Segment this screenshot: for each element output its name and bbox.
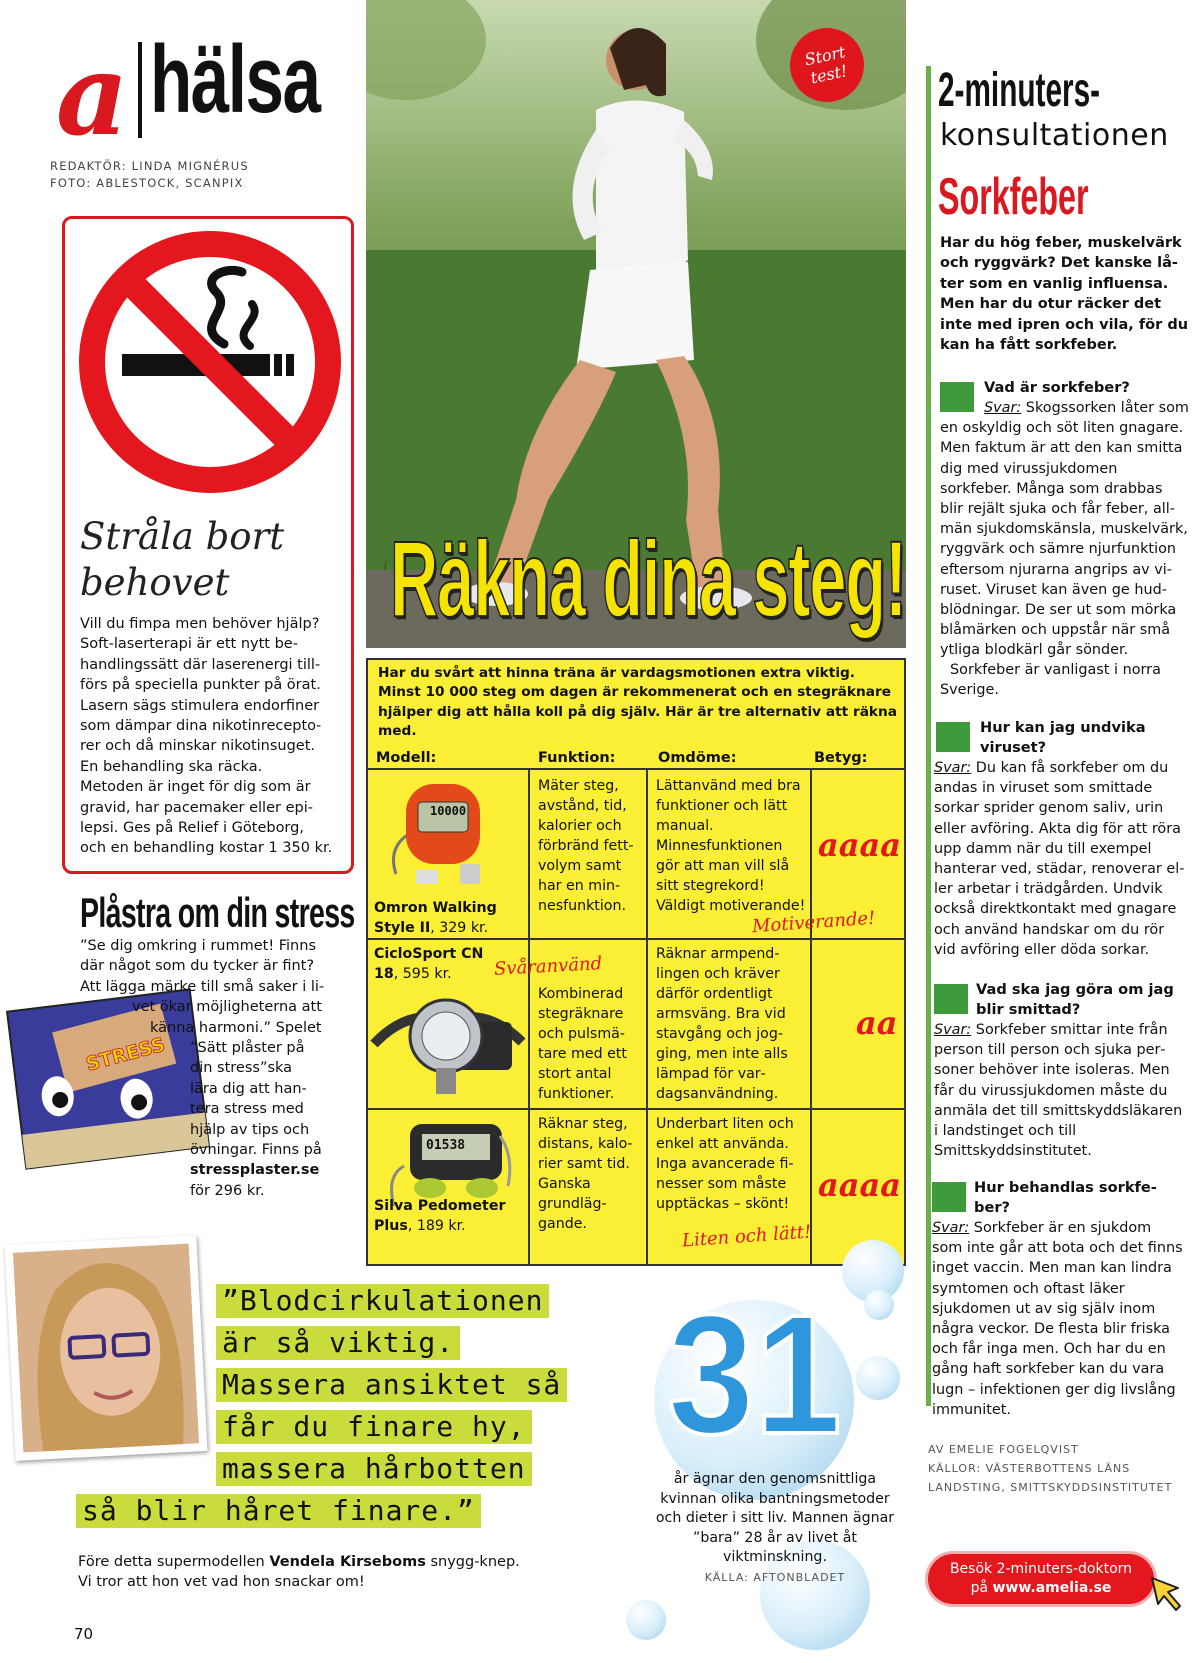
stress-line: där något som du tycker är fint? xyxy=(80,958,315,975)
quote-line: är så viktig. xyxy=(216,1326,460,1360)
col-header-review: Omdöme: xyxy=(658,750,737,766)
stress-line: lära dig att han- xyxy=(190,1080,307,1097)
smoking-headline-line-2: behovet xyxy=(80,561,230,604)
quote-line: Massera ansiktet så xyxy=(216,1368,567,1402)
row-divider xyxy=(366,938,906,940)
photo-credit: FOTO: ABLESTOCK, SCANPIX xyxy=(50,176,244,190)
function-silva: Räknar steg, distans, kalorier samt tid. Ganska grundläggande. xyxy=(538,1116,633,1232)
editor-credit: REDAKTÖR: LINDA MIGNÉRUS xyxy=(50,159,249,173)
smoking-headline xyxy=(80,514,284,606)
note-silva: Liten och lätt! xyxy=(681,1221,812,1252)
caption-line-2: Vi tror att hon vet vad hon snackar om! xyxy=(78,1574,365,1591)
stress-line: tera stress med xyxy=(190,1101,304,1118)
col-header-model: Modell: xyxy=(376,750,437,766)
function-omron: Mäter steg, avstånd, tid, kalorier och förbränd fettvolym samt har en minnesfunktion. xyxy=(538,778,634,914)
omron-pedometer-image xyxy=(376,774,496,894)
quote-line: massera hårbotten xyxy=(216,1452,532,1486)
no-smoking-icon xyxy=(74,226,346,498)
answer-label: Svar: xyxy=(932,1220,970,1236)
stat-description: år ägnar den genomsnittliga kvinnan olika bantningsmetoder och dieter i sitt liv. Mannen ägnar ”bara” 28 år av livet åt viktminskning. xyxy=(655,1471,895,1566)
body-line: förs på speciella punkter på örat. xyxy=(80,677,321,694)
answer-text: Du kan få sorkfeber om du andas in viruset som smittade sorkar sprider genom saliv, urin eller avföring. Akta dig för att röra upp damm när du till exempel hanterar ved, städar, renoverar eller arbetar i trädgården. Undvik också direktkontakt med gnagare och använd handskar om du rör vid avföring eller döda sorkar. xyxy=(934,760,1185,958)
credits xyxy=(50,158,249,192)
byline-sources-2: LANDSTING, SMITTSKYDDSINSTITUTET xyxy=(928,1481,1173,1494)
body-line: Vill du fimpa men behöver hjälp? xyxy=(80,616,320,632)
stat-number: 31 xyxy=(667,1280,842,1470)
stress-line: känna harmoni.” Spelet xyxy=(150,1019,322,1036)
quote-line: får du finare hy, xyxy=(216,1410,532,1444)
byline xyxy=(928,1440,1172,1497)
small-bubble xyxy=(856,1356,900,1400)
question-2: Hur kan jag undvika viruset? xyxy=(980,719,1146,756)
link-url[interactable]: www.amelia.se xyxy=(992,1580,1112,1596)
stress-headline: Plåstra om din stress xyxy=(80,889,355,936)
caption-prefix: Före detta supermodellen xyxy=(78,1554,270,1570)
small-bubble xyxy=(864,1290,894,1320)
consult-title-2: konsultationen xyxy=(940,118,1169,153)
question-marker xyxy=(934,984,968,1014)
stress-body-bottom xyxy=(190,1038,350,1201)
table-intro: Har du svårt att hinna träna är vardagsmotionen extra viktig. Minst 10 000 steg om dagen är rekommenerat och en stegräknare hjälper dig att hålla koll på dig själv. Här är tre alternativ att räkna med. xyxy=(378,665,898,740)
stress-box-label: STRESS xyxy=(83,1033,168,1076)
review-silva: Underbart liten och enkel att använda. Inga avancerade finesser som måste upptäckas – skönt! xyxy=(656,1116,794,1212)
stress-line: vet ökar möjligheterna att xyxy=(132,999,322,1016)
amelia-link-badge[interactable] xyxy=(928,1554,1154,1604)
link-prefix: på xyxy=(970,1580,993,1596)
answer-1-b: Sorkfeber är vanligast i norra Sverige. xyxy=(940,662,1161,699)
col-divider xyxy=(528,768,530,1266)
ciclosport-watch-image xyxy=(368,980,528,1098)
answer-2 xyxy=(934,758,1186,960)
caption-name: Vendela Kirseboms xyxy=(269,1554,426,1570)
logo-divider xyxy=(138,42,142,138)
answer-1 xyxy=(940,398,1190,661)
body-line: lepsi. Ges på Relief i Göteborg, xyxy=(80,820,304,837)
consult-title-1: 2-minuters- xyxy=(938,64,1101,117)
model-price: , 189 kr. xyxy=(407,1218,466,1234)
review-omron: Lättanvänd med bra funktioner och lätt manual. Minnesfunktionen gör att man vill slå sitt stegrekord! Väldigt motiverande! xyxy=(656,778,806,914)
feature-title: Räkna dina steg! xyxy=(390,518,906,639)
row-divider xyxy=(366,768,906,770)
model-name-omron xyxy=(374,898,530,938)
stress-line: för 296 kr. xyxy=(190,1182,265,1199)
body-line: Lasern sägs stimulera endorfiner xyxy=(80,697,320,714)
vendela-portrait xyxy=(4,1235,207,1461)
omron-display: 10000 xyxy=(430,804,467,818)
rating-silva: aaaa xyxy=(818,1166,901,1204)
silva-display: 01538 xyxy=(426,1138,466,1153)
rating-omron: aaaa xyxy=(818,826,901,864)
stress-line: Att lägga märke till små saker i li- xyxy=(80,978,325,995)
cursor-arrow-icon xyxy=(1148,1574,1188,1614)
small-bubble xyxy=(626,1600,666,1640)
question-4: Hur behandlas sorkfeber? xyxy=(974,1179,1157,1216)
rating-ciclosport: aa xyxy=(856,1004,898,1042)
caption-line-1 xyxy=(78,1552,520,1572)
answer-text: Sorkfeber är en sjukdom som inte går att bota och det finns inget vaccin. Men man kan lindra symtomen och oftast läker sjukdomen ut av sig själv inom några veckor. De flesta blir friska och får inga men. Och har du en gång haft sorkfeber kan du vara lugn – infektionen ger dig livslång immunitet. xyxy=(932,1220,1183,1418)
col-divider xyxy=(646,768,648,1266)
note-omron: Motiverande! xyxy=(751,907,877,938)
model-label: Silva Pedometer Plus xyxy=(374,1198,506,1234)
function-ciclosport: Kombinerad stegräknare och pulsmätare med ett stort antal funktioner. xyxy=(538,986,627,1102)
caption-suffix: snygg-knep. xyxy=(425,1554,520,1570)
stress-line: övningar. Finns på xyxy=(190,1142,322,1159)
body-line: som dämpar dina nikotinreceptо- xyxy=(80,718,322,735)
page-number: 70 xyxy=(74,1625,94,1643)
col-divider xyxy=(810,768,812,1266)
stat-source: KÄLLA: AFTONBLADET xyxy=(704,1570,846,1584)
body-line: Soft-laserterapi är ett nytt be- xyxy=(80,636,298,653)
answer-3 xyxy=(934,1020,1186,1161)
answer-text: Skogssorken låter som en oskyldig och söt liten gnagare. Men faktum är att den kan smitta dig med virussjukdomen sorkfeber. Många som drabbas blir rejält sjuka och får feber, allmän sjukdomskänsla, muskelvärk, ryggvärk och sämre njurfunktion eftersom njurarna angrips av viruset. Viruset kan även ge hudblödningar. De ser ut som mörka blåmärken och uppstår när små ytliga blodkärl går sönder. xyxy=(940,400,1189,659)
body-line: och en behandling kostar 1 350 kr. xyxy=(80,840,333,857)
body-line: handlingssätt där laserenergi till- xyxy=(80,656,321,673)
row-divider xyxy=(366,1108,906,1110)
quote-caption xyxy=(78,1552,520,1593)
note-ciclosport: Svåranvänd xyxy=(493,953,603,980)
answer-label: Svar: xyxy=(984,400,1022,416)
model-label: Omron Walking Style II xyxy=(374,900,497,936)
answer-text: Sorkfeber smittar inte från person till person och sjuka personer behöver inte isoleras. Men får du virussjukdomen måste du anmäla det till smittskyddsläkaren i landstinget och till Smittskyddsinstitutet. xyxy=(934,1022,1183,1160)
stress-link: stressplaster.se xyxy=(190,1162,320,1179)
smoking-article-body xyxy=(80,614,342,859)
byline-author: AV EMELIE FOGELQVIST xyxy=(928,1443,1079,1456)
quote-line: ”Blodcirkulationen xyxy=(216,1284,549,1318)
body-line: gravid, har pacemaker eller epi- xyxy=(80,799,313,816)
consult-topic: Sorkfeber xyxy=(938,168,1089,226)
stress-line: ”Sätt plåster på xyxy=(190,1040,305,1056)
question-3: Vad ska jag göra om jag blir smittad? xyxy=(976,981,1174,1018)
question-marker xyxy=(932,1182,966,1212)
stress-line: ”Se dig omkring i rummet! Finns xyxy=(80,938,316,954)
body-line: Metoden är inget för dig som är xyxy=(80,779,311,796)
smoking-headline-line-1: Stråla bort xyxy=(80,515,285,558)
section-title: hälsa xyxy=(150,26,320,133)
link-line-2 xyxy=(928,1579,1154,1598)
col-header-rating: Betyg: xyxy=(814,750,868,766)
answer-label: Svar: xyxy=(934,760,972,776)
question-marker xyxy=(936,722,970,752)
model-price: , 595 kr. xyxy=(393,966,452,982)
big-test-stamp xyxy=(790,28,864,102)
body-line: rer och då minskar nikotinsuget. xyxy=(80,738,316,755)
quote-line: så blir håret finare.” xyxy=(76,1494,481,1528)
quote-block xyxy=(216,1284,549,1318)
stat-text xyxy=(650,1470,900,1588)
stress-body-top xyxy=(80,936,350,1038)
column-rule xyxy=(926,66,931,1406)
answer-4 xyxy=(932,1218,1184,1420)
question-1: Vad är sorkfeber? xyxy=(984,379,1130,396)
stamp-text: Stort test! xyxy=(802,41,850,88)
answer-label: Svar: xyxy=(934,1022,972,1038)
model-label: CicloSport CN 18 xyxy=(374,946,484,982)
body-line: En behandling ska räcka. xyxy=(80,758,263,775)
consult-intro: Har du hög feber, muskelvärk och ryggvärk? Det kanske låter som en vanlig influensa. Men har du otur räcker det inte med ipren och vila, för du kan ha fått sorkfeber. xyxy=(940,235,1189,354)
model-price: , 329 kr. xyxy=(430,920,489,936)
byline-sources: KÄLLOR: VÄSTERBOTTENS LÄNS xyxy=(928,1462,1131,1475)
col-header-function: Funktion: xyxy=(538,750,616,766)
magazine-logo-letter: a xyxy=(56,30,129,161)
review-ciclosport: Räknar armpendlingen och kräver därför ordentligt armsväng. Bra vid stavgång och jogging, men inte alls lämpad för vardagsanvändning. xyxy=(656,946,788,1102)
model-name-ciclosport xyxy=(374,944,494,984)
stress-line: hjälp av tips och xyxy=(190,1121,310,1138)
stress-line: din stress”ska xyxy=(190,1060,293,1077)
model-name-silva xyxy=(374,1196,524,1236)
link-line-1: Besök 2-minuters-doktorn xyxy=(949,1561,1133,1577)
